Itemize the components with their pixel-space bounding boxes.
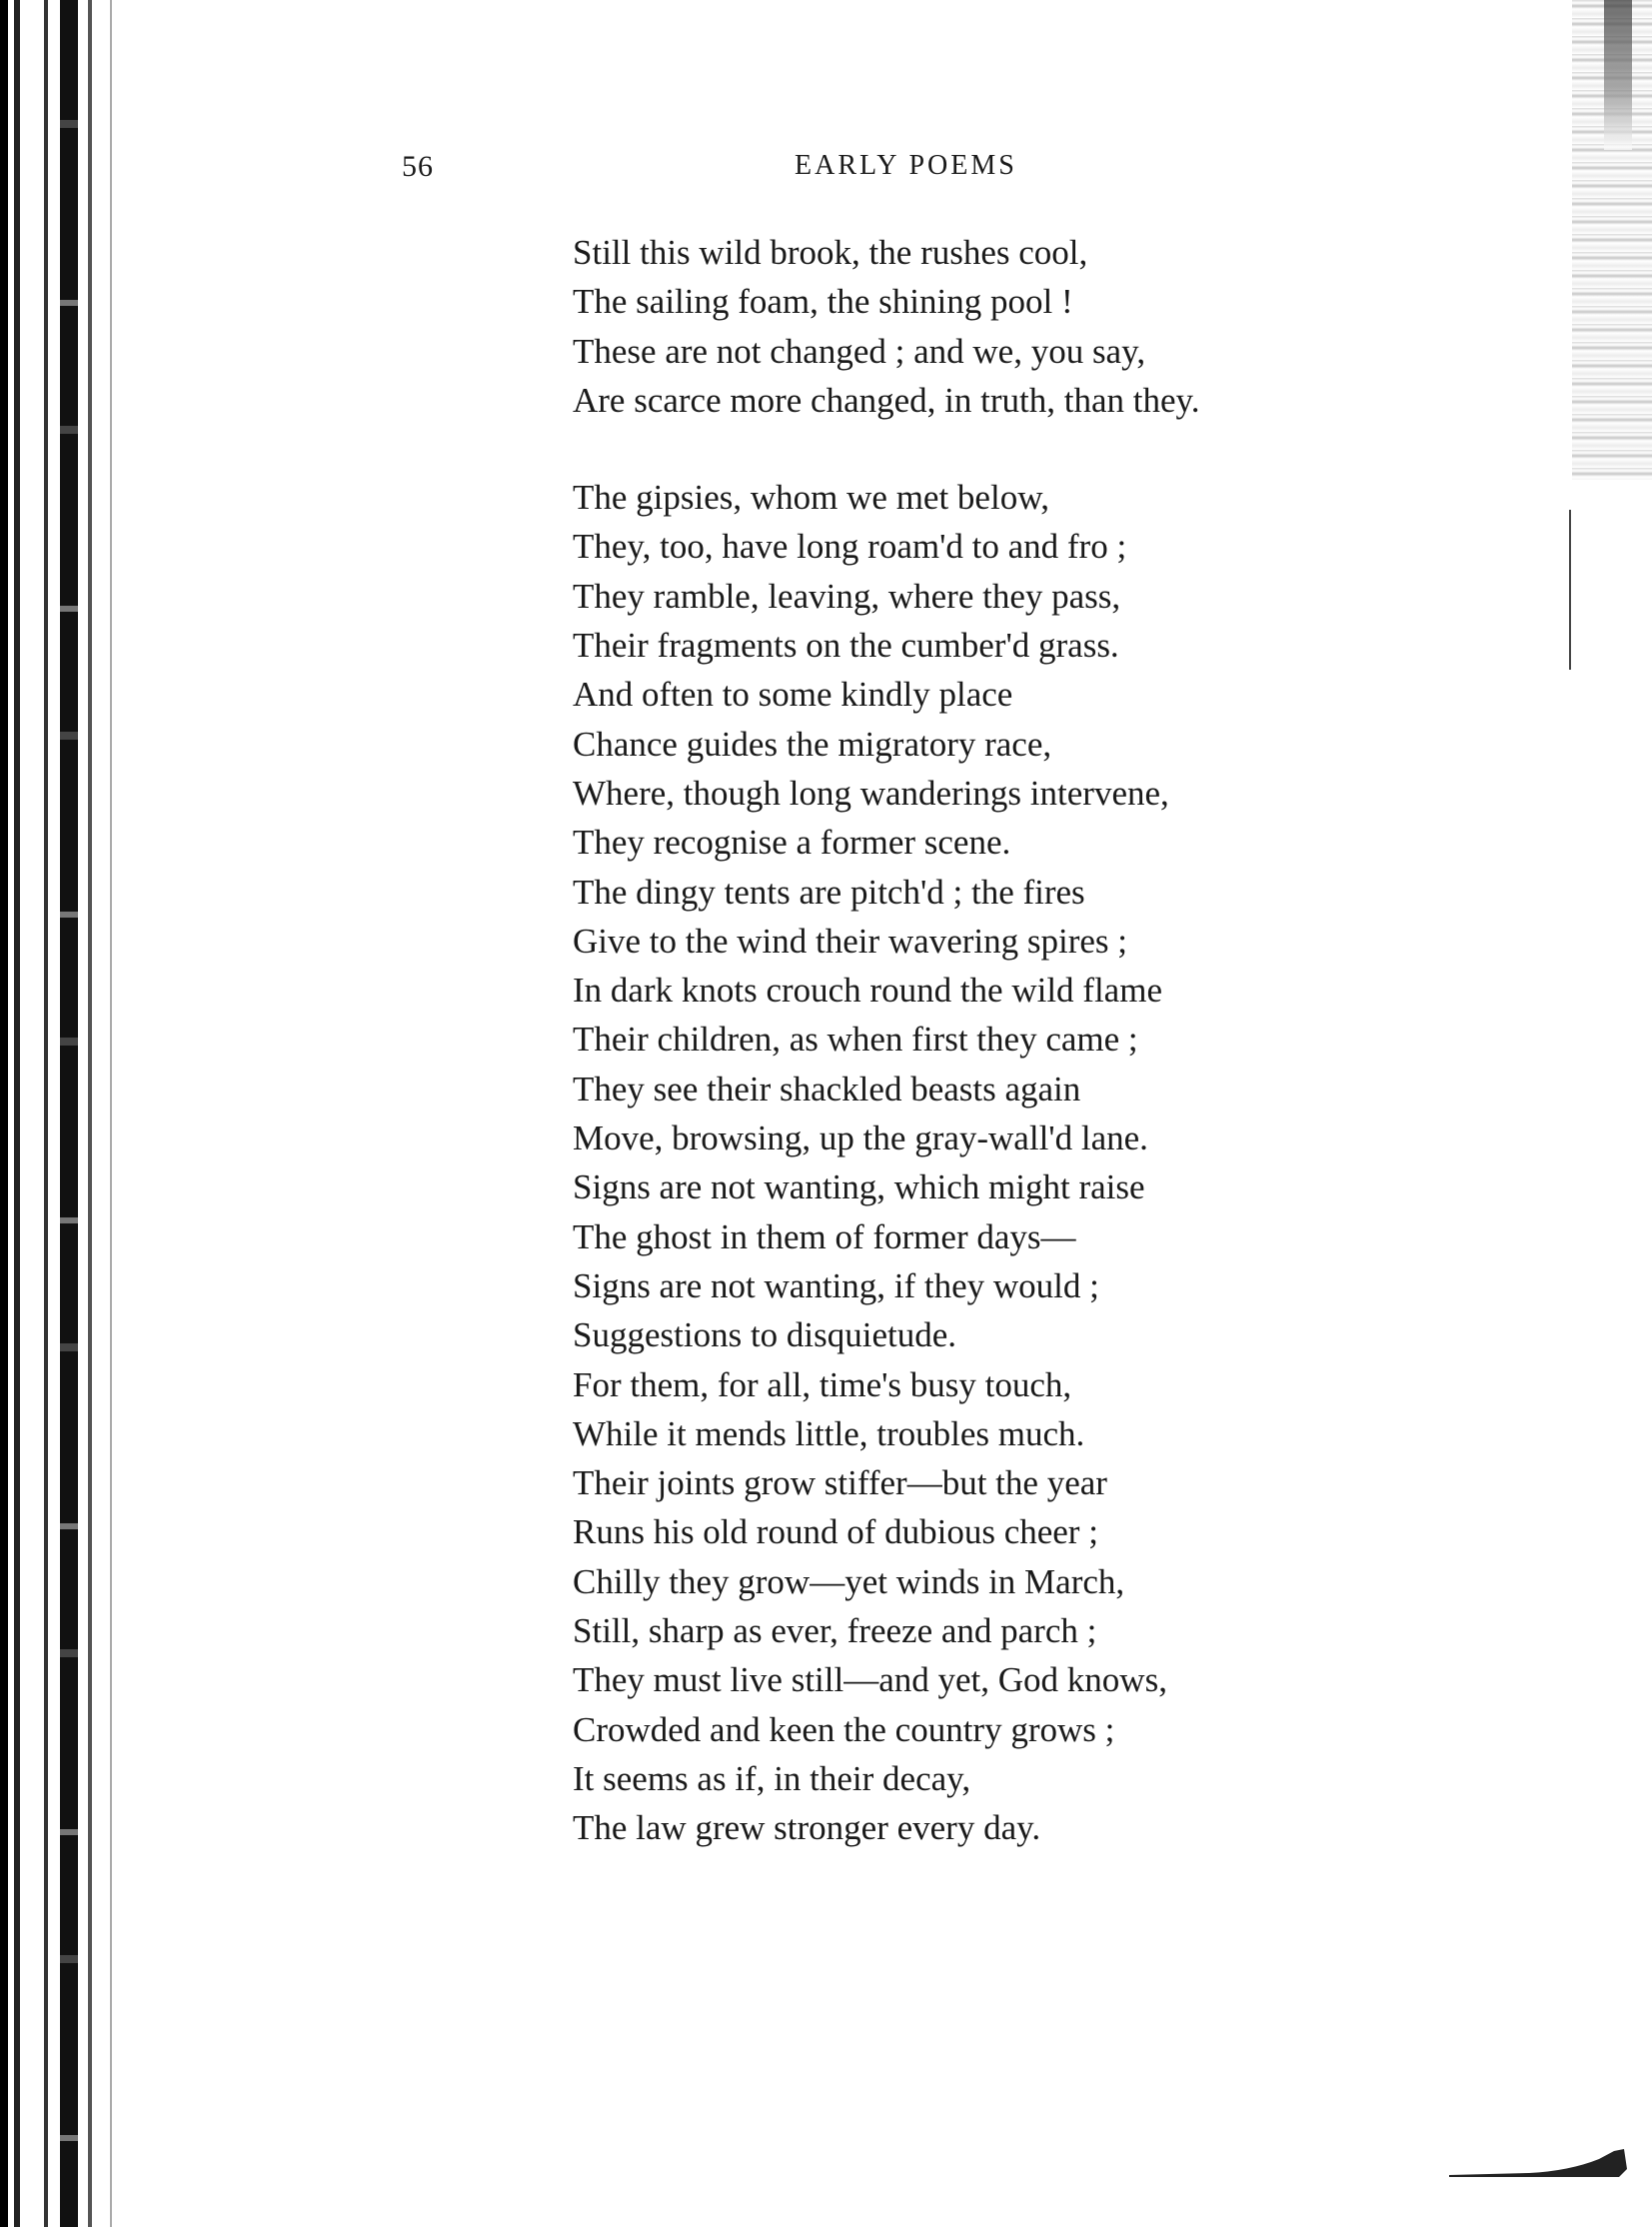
poem-line: Are scarce more changed, in truth, than they. <box>573 380 1200 420</box>
poem-line: Give to the wind their wavering spires ; <box>573 921 1128 961</box>
scan-right-edge-shadow <box>1604 0 1632 150</box>
poem-line: They, too, have long roam'd to and fro ; <box>573 527 1127 567</box>
poem-line: For them, for all, time's busy touch, <box>573 1364 1072 1404</box>
poem-line: In dark knots crouch round the wild flame <box>573 971 1162 1011</box>
stanza-1 <box>573 228 1472 425</box>
poem-line: The law grew stronger every day. <box>573 1808 1041 1848</box>
poem-line: The gipsies, whom we met below, <box>573 478 1049 518</box>
poem-line: The ghost in them of former days— <box>573 1216 1076 1256</box>
poem-line: Still this wild brook, the rushes cool, <box>573 233 1088 272</box>
poem-body <box>573 228 1472 1853</box>
poem-line: Chance guides the migratory race, <box>573 724 1052 764</box>
poem-line: While it mends little, troubles much. <box>573 1413 1085 1453</box>
poem-line: The sailing foam, the shining pool ! <box>573 282 1073 322</box>
poem-line: Signs are not wanting, which might raise <box>573 1167 1145 1207</box>
poem-line: They must live still—and yet, God knows, <box>573 1660 1167 1700</box>
poem-line: Their joints grow stiffer—but the year <box>573 1463 1107 1503</box>
poem-line: The dingy tents are pitch'd ; the fires <box>573 872 1085 912</box>
poem-line: Where, though long wanderings intervene, <box>573 773 1169 813</box>
scan-binding-edge <box>0 0 120 2227</box>
poem-line: Still, sharp as ever, freeze and parch ; <box>573 1611 1097 1651</box>
poem-line: Signs are not wanting, if they would ; <box>573 1265 1099 1305</box>
poem-line: Runs his old round of dubious cheer ; <box>573 1512 1098 1552</box>
poem-line: These are not changed ; and we, you say, <box>573 331 1146 371</box>
stanza-2 <box>573 473 1472 1852</box>
running-title: EARLY POEMS <box>795 150 1017 181</box>
poem-line: They ramble, leaving, where they pass, <box>573 576 1121 616</box>
page-number: 56 <box>402 150 434 183</box>
running-head <box>0 150 1652 190</box>
poem-line: Their children, as when first they came ; <box>573 1020 1138 1060</box>
poem-line: Crowded and keen the country grows ; <box>573 1709 1115 1749</box>
poem-line: It seems as if, in their decay, <box>573 1758 971 1798</box>
poem-line: Suggestions to disquietude. <box>573 1315 957 1355</box>
poem-line: Their fragments on the cumber'd grass. <box>573 626 1119 666</box>
poem-line: And often to some kindly place <box>573 675 1013 715</box>
poem-line: Move, browsing, up the gray-wall'd lane. <box>573 1118 1148 1158</box>
poem-line: They see their shackled beasts again <box>573 1069 1081 1109</box>
poem-line: Chilly they grow—yet winds in March, <box>573 1561 1125 1601</box>
scan-corner-smudge <box>1449 2149 1629 2179</box>
scan-margin-line <box>1569 510 1571 670</box>
poem-line: They recognise a former scene. <box>573 823 1011 863</box>
